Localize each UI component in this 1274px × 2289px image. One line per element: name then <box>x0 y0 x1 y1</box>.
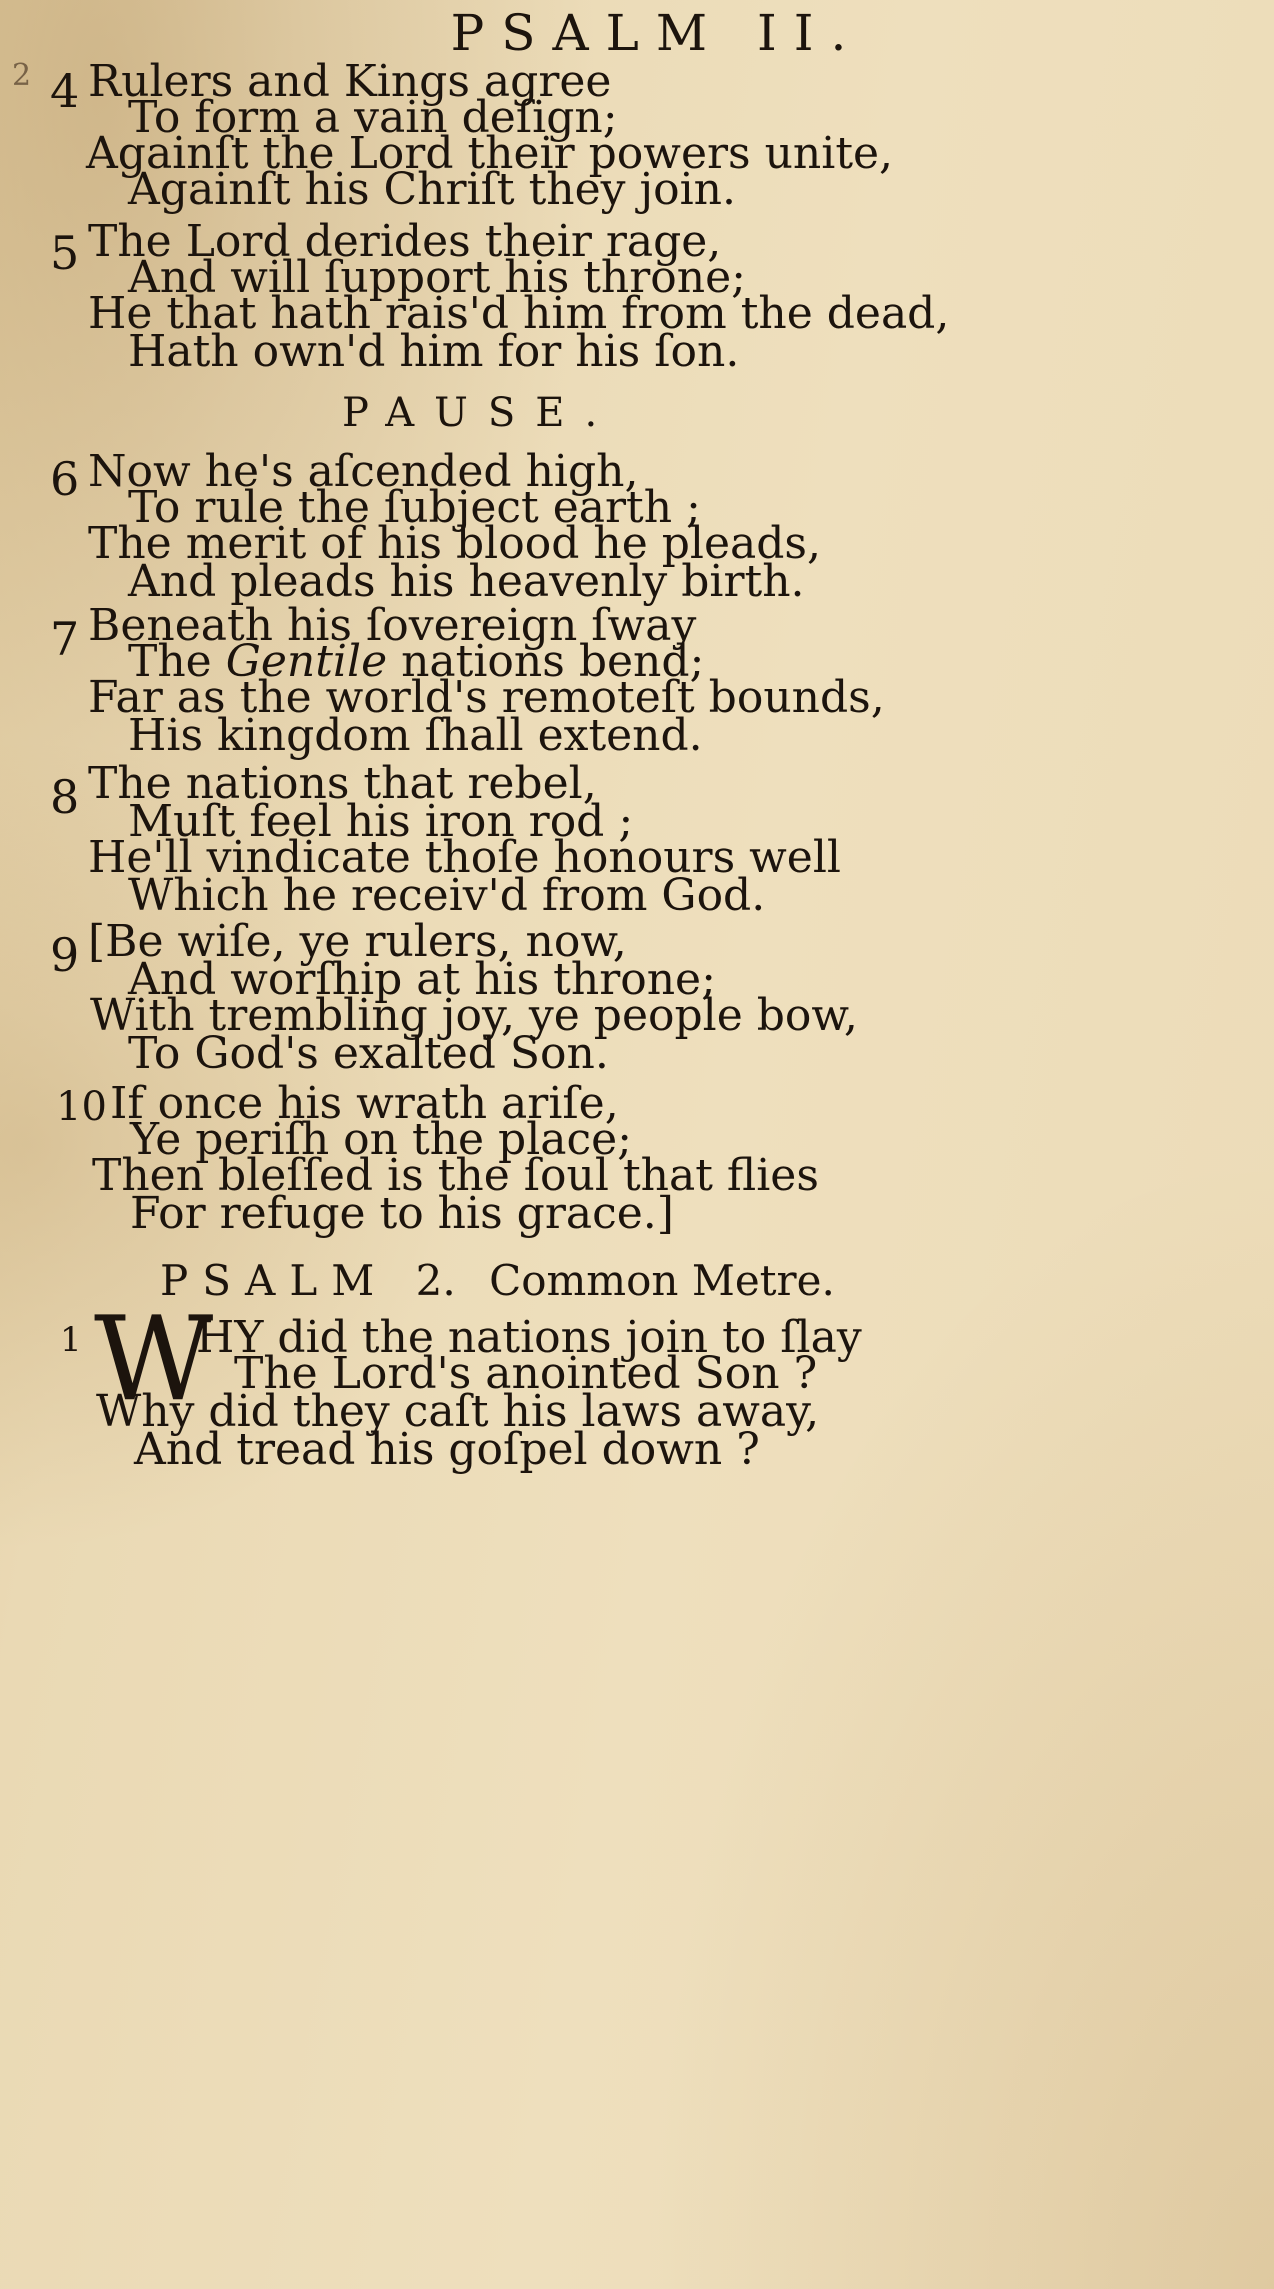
verse-line: If once his wrath ariſe, <box>110 1078 619 1129</box>
verse-line: For refuge to his grace.] <box>130 1188 674 1239</box>
verse-line: The Lord derides their rage, <box>88 216 722 267</box>
verse-line: Rulers and Kings agree <box>88 56 612 107</box>
verse-number: 6 <box>50 452 80 506</box>
psalm-heading <box>160 1256 835 1305</box>
verse-line: And tread his goſpel down ? <box>134 1424 760 1475</box>
verse-line: Far as the world's remoteſt bounds, <box>88 672 885 723</box>
verse-line: To form a vain deſign; <box>128 92 618 143</box>
verse-number: 5 <box>50 226 80 280</box>
verse-line: Now he's aſcended high, <box>88 446 639 497</box>
verse-line: He that hath rais'd him from the dead, <box>88 288 950 339</box>
drop-cap: W <box>94 1292 214 1427</box>
verse-line: Muſt feel his iron rod ; <box>128 796 634 847</box>
verse-line: And pleads his heavenly birth. <box>128 556 805 607</box>
verse-line: HY did the nations join to ſlay <box>196 1312 862 1363</box>
psalm-heading-metre: Common Metre. <box>489 1256 835 1305</box>
verse-number: 8 <box>50 770 80 824</box>
verse-line: And will ſupport his throne; <box>128 252 746 303</box>
running-header: PSALM II. <box>450 4 864 62</box>
verse-line: The merit of his blood he pleads, <box>88 518 821 569</box>
verse-line: His kingdom ſhall extend. <box>128 710 703 761</box>
verse-line: Then bleſſed is the ſoul that flies <box>92 1150 819 1201</box>
verse-number: 10 <box>56 1084 107 1130</box>
verse-line: And worſhip at his throne; <box>128 954 716 1005</box>
verse-line: With trembling joy, ye people bow, <box>90 990 858 1041</box>
verse-number: 9 <box>50 928 80 982</box>
verse-line: To God's exalted Son. <box>128 1028 609 1079</box>
margin-mark: 2 <box>12 58 32 93</box>
verse-line: The nations that rebel, <box>88 758 597 809</box>
verse-line: To rule the ſubject earth ; <box>128 482 701 533</box>
verse-number: 7 <box>50 612 80 666</box>
verse-line: He'll vindicate thoſe honours well <box>88 832 841 883</box>
pause-heading: PAUSE. <box>342 390 618 436</box>
verse-line: Hath own'd him for his ſon. <box>128 326 740 377</box>
verse-line: Which he receiv'd from God. <box>128 870 766 921</box>
verse-line: Beneath his ſovereign ſway <box>88 600 697 651</box>
verse-line: Ye periſh on the place; <box>130 1114 633 1165</box>
verse-line: Againſt the Lord their powers unite, <box>86 128 894 179</box>
verse-line: The Lord's anointed Son ? <box>234 1348 818 1399</box>
verse-number: 4 <box>50 64 80 118</box>
verse-line: The Gentile nations bend; <box>128 636 705 687</box>
verse-number: 1 <box>60 1320 82 1360</box>
verse-line: Againſt his Chriſt they join. <box>128 164 737 215</box>
psalm-heading-label: PSALM <box>160 1256 389 1305</box>
verse-line: Why did they caſt his laws away, <box>96 1386 820 1437</box>
verse-line: [Be wiſe, ye rulers, now, <box>88 916 627 967</box>
psalm-heading-number: 2. <box>415 1256 456 1305</box>
